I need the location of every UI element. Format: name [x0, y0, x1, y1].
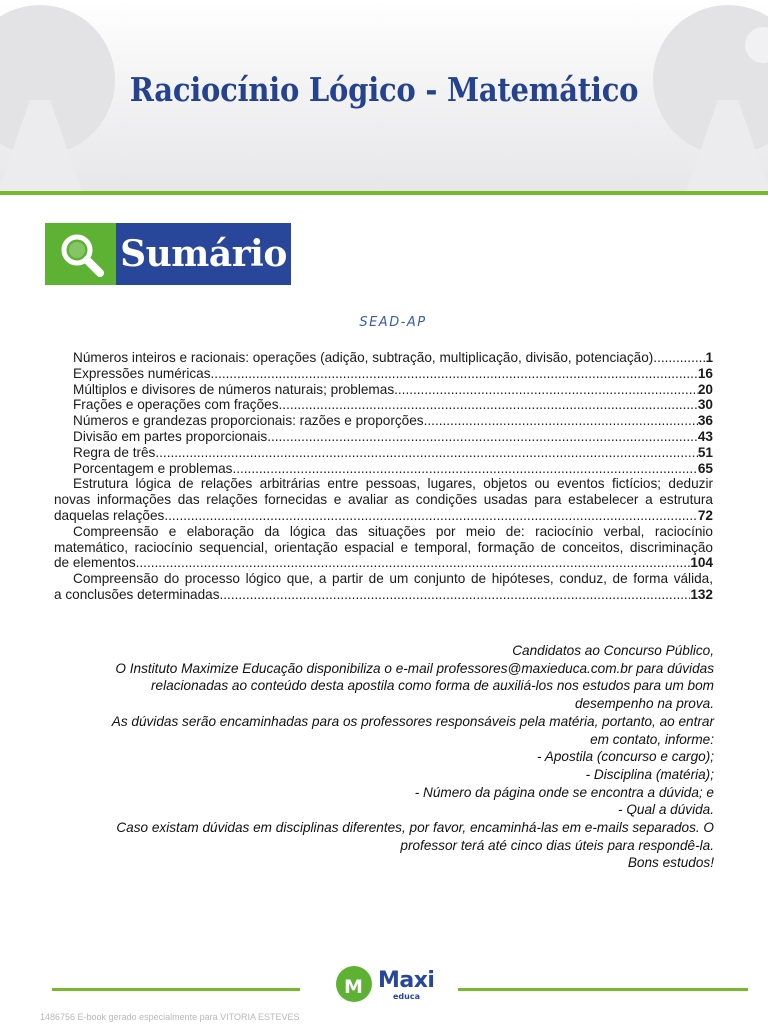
table-of-contents — [54, 350, 713, 603]
footer-divider-left — [52, 988, 300, 991]
sumario-icon-box — [45, 223, 116, 285]
toc-leader-dots — [136, 555, 691, 571]
toc-entry-title: Frações e operações com frações — [73, 397, 279, 413]
header-divider — [0, 191, 768, 195]
toc-entry — [54, 461, 713, 477]
toc-page-number: 65 — [697, 460, 713, 476]
toc-entry-last-line — [54, 555, 713, 571]
toc-page-number: 104 — [690, 555, 713, 571]
page-title: Raciocínio Lógico - Matemático — [129, 70, 639, 109]
toc-entry-text-line: Compreensão do processo lógico que, a partir de um conjunto de hipóteses, conduz, de forma válida, — [73, 571, 713, 587]
toc-entry — [54, 445, 713, 461]
toc-entry-title: Regra de três — [73, 444, 156, 460]
toc-entry-last-line — [54, 587, 713, 603]
toc-entry-multiline — [54, 476, 713, 523]
toc-entry — [54, 429, 713, 445]
toc-page-number: 132 — [690, 586, 713, 602]
logo-wordmark: Maxi — [378, 968, 435, 993]
notice-line: Bons estudos! — [627, 855, 714, 871]
notice-line: - Qual a dúvida. — [618, 802, 714, 818]
toc-page-number: 43 — [697, 428, 713, 444]
toc-entry — [54, 382, 713, 398]
toc-entry — [54, 413, 713, 429]
toc-leader-dots — [394, 382, 698, 398]
toc-leader-dots — [424, 413, 698, 429]
toc-page-number: 51 — [697, 444, 713, 460]
toc-entry-title: de elementos — [54, 555, 136, 571]
page-header — [0, 0, 768, 192]
toc-leader-dots — [232, 461, 697, 477]
toc-entry-title: Números inteiros e racionais: operações (adição, subtração, multiplicação, divisão, potenciação) — [73, 350, 654, 365]
toc-leader-dots — [653, 350, 705, 366]
toc-leader-dots — [211, 366, 698, 382]
notice-line: Candidatos ao Concurso Público, — [512, 643, 714, 658]
notice-line: As dúvidas serão encaminhadas para os professores responsáveis pela matéria, portanto, ao entrar — [111, 713, 714, 729]
notice-line: em contato, informe: — [590, 731, 714, 747]
toc-entry-title: Números e grandezas proporcionais: razões e proporções — [73, 413, 424, 429]
notice-line: O Instituto Maximize Educação disponibiliza o e-mail professores@maxieduca.com.br para dúvidas — [115, 660, 714, 676]
candidate-notice — [74, 642, 714, 872]
toc-entry-last-line — [54, 508, 713, 524]
notice-line: relacionadas ao conteúdo desta apostila como forma de auxiliá-los nos estudos para um bom — [151, 678, 714, 694]
toc-entry-text-line: Estrutura lógica de relações arbitrárias entre pessoas, lugares, objetos ou eventos fictícios; deduzir — [73, 476, 713, 492]
toc-page-number: 30 — [697, 397, 713, 413]
toc-leader-dots — [155, 445, 698, 461]
logo-subtext: educa — [393, 992, 420, 1001]
logo-letter: M — [344, 976, 363, 998]
toc-entry-title: daquelas relações — [54, 507, 165, 523]
sumario-label: Sumário — [116, 223, 291, 285]
toc-entry-text-line: matemático, raciocínio sequencial, orientação espacial e temporal, formação de conceitos, discriminação — [54, 539, 713, 555]
sumario-banner — [45, 223, 291, 285]
toc-entry-multiline — [54, 524, 713, 571]
toc-page-number: 20 — [697, 381, 713, 397]
footer-divider-right — [458, 988, 748, 991]
toc-entry-text-line: novas informações das relações fornecidas e avaliar as condições usadas para estabelecer a estrutura — [54, 492, 713, 508]
toc-entry-title: Múltiplos e divisores de números naturais; problemas — [73, 381, 395, 397]
toc-entry — [54, 350, 713, 366]
toc-entry-title: Divisão em partes proporcionais — [73, 428, 268, 444]
toc-page-number: 1 — [705, 350, 713, 365]
magnifier-icon — [45, 223, 116, 285]
toc-entry-title: Porcentagem e problemas — [73, 460, 233, 476]
toc-entry-multiline — [54, 571, 713, 603]
toc-entry-text-line: Compreensão e elaboração da lógica das situações por meio de: raciocínio verbal, raciocínio — [73, 523, 713, 539]
notice-line: Caso existam dúvidas em disciplinas diferentes, por favor, encaminhá-las em e-mails separados. O — [116, 820, 714, 836]
toc-leader-dots — [220, 587, 691, 603]
toc-leader-dots — [164, 508, 698, 524]
toc-entry-title: a conclusões determinadas — [54, 586, 220, 602]
toc-page-number: 16 — [697, 365, 713, 381]
toc-leader-dots — [267, 429, 698, 445]
notice-line: - Número da página onde se encontra a dúvida; e — [414, 784, 714, 800]
notice-line: desempenho na prova. — [574, 696, 714, 712]
toc-page-number: 72 — [697, 507, 713, 523]
document-subtitle: SEAD-AP — [359, 315, 427, 330]
notice-line: - Apostila (concurso e cargo); — [536, 749, 714, 765]
toc-leader-dots — [279, 397, 698, 413]
toc-entry — [54, 366, 713, 382]
notice-line: - Disciplina (matéria); — [585, 766, 714, 782]
notice-line: professor terá até cinco dias úteis para respondê-la. — [400, 837, 714, 853]
toc-page-number: 36 — [697, 413, 713, 429]
toc-entry — [54, 397, 713, 413]
ebook-watermark: 1486756 E-book gerado especialmente para VITORIA ESTEVES — [40, 1012, 300, 1022]
toc-entry-title: Expressões numéricas — [73, 365, 211, 381]
maxi-educa-logo — [336, 964, 436, 1004]
